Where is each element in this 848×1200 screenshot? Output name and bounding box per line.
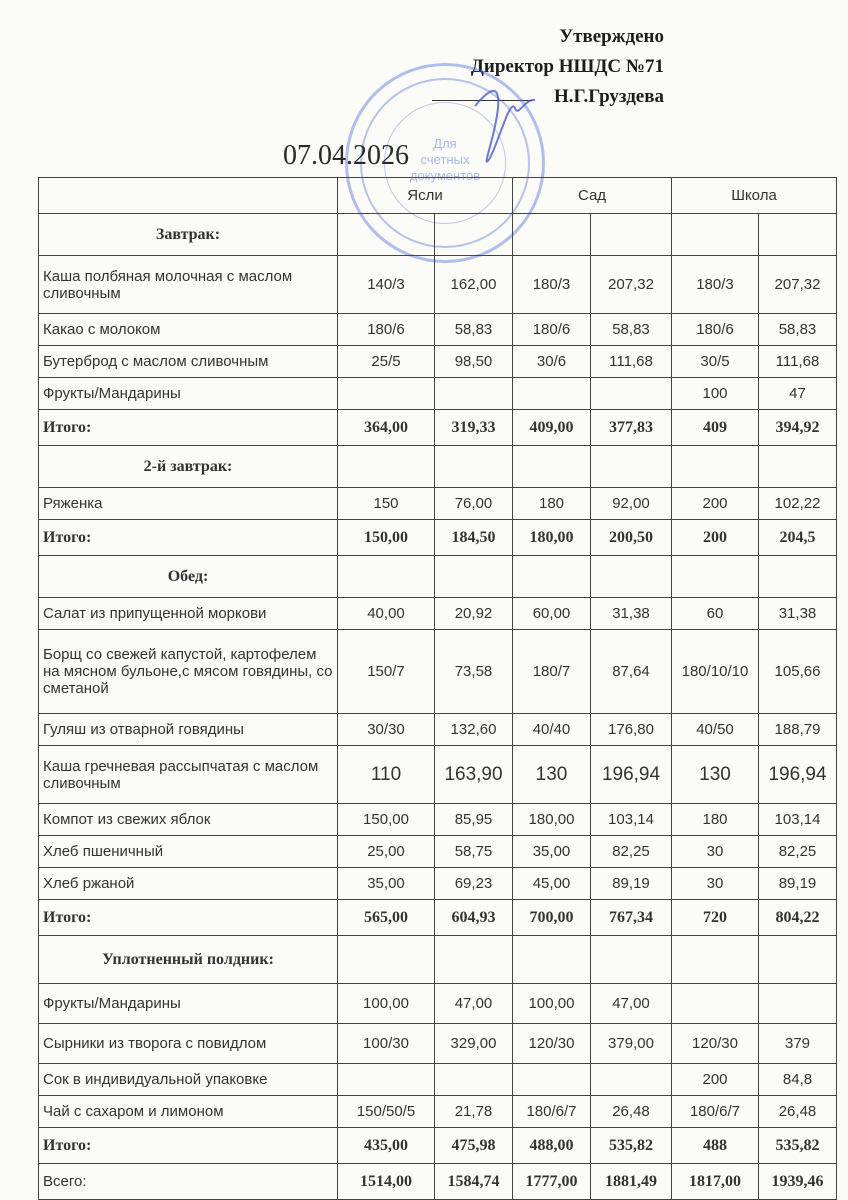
empty-cell xyxy=(759,936,837,984)
dish-name: Хлеб ржаной xyxy=(39,868,338,900)
subtotal-label: Итого: xyxy=(39,1128,338,1164)
subtotal-value: 700,00 xyxy=(513,900,591,936)
empty-cell xyxy=(591,214,672,256)
value-cell: 98,50 xyxy=(435,346,513,378)
section-header-row xyxy=(39,936,837,984)
value-cell: 110 xyxy=(338,746,435,804)
value-cell: 200 xyxy=(672,488,759,520)
subtotal-label: Итого: xyxy=(39,410,338,446)
empty-cell xyxy=(759,446,837,488)
value-cell: 89,19 xyxy=(591,868,672,900)
value-cell xyxy=(672,984,759,1024)
dish-name: Компот из свежих яблок xyxy=(39,804,338,836)
value-cell: 180/6 xyxy=(338,314,435,346)
grand-total-row xyxy=(39,1164,837,1200)
empty-cell xyxy=(672,936,759,984)
value-cell: 111,68 xyxy=(591,346,672,378)
empty-cell xyxy=(672,446,759,488)
subtotal-value: 394,92 xyxy=(759,410,837,446)
grand-total-value: 1514,00 xyxy=(338,1164,435,1200)
column-group-yasli: Ясли xyxy=(338,178,513,214)
subtotal-value: 435,00 xyxy=(338,1128,435,1164)
table-row xyxy=(39,746,837,804)
subtotal-value: 535,82 xyxy=(759,1128,837,1164)
value-cell: 180/6 xyxy=(513,314,591,346)
value-cell: 180/6/7 xyxy=(513,1096,591,1128)
director-name: Н.Г.Груздева xyxy=(553,86,664,107)
empty-cell xyxy=(513,556,591,598)
subtotal-value: 200,50 xyxy=(591,520,672,556)
subtotal-row xyxy=(39,1128,837,1164)
value-cell: 21,78 xyxy=(435,1096,513,1128)
value-cell xyxy=(338,1064,435,1096)
table-row xyxy=(39,868,837,900)
subtotal-row xyxy=(39,410,837,446)
value-cell: 103,14 xyxy=(591,804,672,836)
empty-cell xyxy=(591,936,672,984)
column-group-shkola: Школа xyxy=(672,178,837,214)
value-cell: 180/6/7 xyxy=(672,1096,759,1128)
approved-label: Утверждено xyxy=(559,26,664,47)
subtotal-value: 565,00 xyxy=(338,900,435,936)
subtotal-value: 200 xyxy=(672,520,759,556)
dish-name: Чай с сахаром и лимоном xyxy=(39,1096,338,1128)
value-cell: 180 xyxy=(672,804,759,836)
empty-cell xyxy=(435,936,513,984)
value-cell: 150/50/5 xyxy=(338,1096,435,1128)
value-cell: 30/5 xyxy=(672,346,759,378)
value-cell: 180,00 xyxy=(513,804,591,836)
grand-total-label: Всего: xyxy=(39,1164,338,1200)
empty-cell xyxy=(759,556,837,598)
value-cell: 180/6 xyxy=(672,314,759,346)
grand-total-value: 1584,74 xyxy=(435,1164,513,1200)
empty-cell xyxy=(672,556,759,598)
value-cell: 40/50 xyxy=(672,714,759,746)
value-cell: 111,68 xyxy=(759,346,837,378)
empty-cell xyxy=(513,446,591,488)
section-header-row xyxy=(39,214,837,256)
value-cell: 31,38 xyxy=(591,598,672,630)
value-cell: 150 xyxy=(338,488,435,520)
value-cell: 150,00 xyxy=(338,804,435,836)
value-cell: 69,23 xyxy=(435,868,513,900)
table-row xyxy=(39,630,837,714)
value-cell xyxy=(591,378,672,410)
subtotal-row xyxy=(39,900,837,936)
value-cell: 76,00 xyxy=(435,488,513,520)
subtotal-value: 475,98 xyxy=(435,1128,513,1164)
value-cell: 35,00 xyxy=(513,836,591,868)
subtotal-row xyxy=(39,520,837,556)
dish-name: Сок в индивидуальной упаковке xyxy=(39,1064,338,1096)
section-title: Уплотненный полдник: xyxy=(39,936,338,984)
value-cell: 100 xyxy=(672,378,759,410)
empty-cell xyxy=(513,936,591,984)
section-title: Завтрак: xyxy=(39,214,338,256)
table-row xyxy=(39,714,837,746)
section-header-row xyxy=(39,556,837,598)
table-row xyxy=(39,1064,837,1096)
table-row xyxy=(39,256,837,314)
value-cell: 379,00 xyxy=(591,1024,672,1064)
subtotal-value: 150,00 xyxy=(338,520,435,556)
value-cell: 329,00 xyxy=(435,1024,513,1064)
value-cell: 132,60 xyxy=(435,714,513,746)
value-cell: 47,00 xyxy=(435,984,513,1024)
value-cell xyxy=(513,1064,591,1096)
dish-name: Ряженка xyxy=(39,488,338,520)
value-cell: 140/3 xyxy=(338,256,435,314)
value-cell: 120/30 xyxy=(513,1024,591,1064)
subtotal-value: 604,93 xyxy=(435,900,513,936)
subtotal-value: 319,33 xyxy=(435,410,513,446)
value-cell: 25,00 xyxy=(338,836,435,868)
value-cell: 58,83 xyxy=(591,314,672,346)
stamp-line: счетных xyxy=(420,152,470,167)
approval-block xyxy=(471,22,664,112)
value-cell xyxy=(513,378,591,410)
empty-cell xyxy=(435,446,513,488)
value-cell: 58,83 xyxy=(435,314,513,346)
table-row xyxy=(39,1096,837,1128)
value-cell: 30/30 xyxy=(338,714,435,746)
dish-name: Фрукты/Мандарины xyxy=(39,984,338,1024)
table-row xyxy=(39,1024,837,1064)
section-title: 2-й завтрак: xyxy=(39,446,338,488)
value-cell: 25/5 xyxy=(338,346,435,378)
value-cell: 73,58 xyxy=(435,630,513,714)
subtotal-value: 488 xyxy=(672,1128,759,1164)
value-cell: 130 xyxy=(513,746,591,804)
empty-cell xyxy=(672,214,759,256)
value-cell: 100/30 xyxy=(338,1024,435,1064)
subtotal-value: 204,5 xyxy=(759,520,837,556)
header-empty-cell xyxy=(39,178,338,214)
dish-name: Салат из припущенной моркови xyxy=(39,598,338,630)
dish-name: Фрукты/Мандарины xyxy=(39,378,338,410)
value-cell: 60 xyxy=(672,598,759,630)
value-cell: 196,94 xyxy=(591,746,672,804)
empty-cell xyxy=(435,214,513,256)
value-cell: 82,25 xyxy=(591,836,672,868)
dish-name: Гуляш из отварной говядины xyxy=(39,714,338,746)
subtotal-value: 409,00 xyxy=(513,410,591,446)
empty-cell xyxy=(338,446,435,488)
value-cell: 40/40 xyxy=(513,714,591,746)
subtotal-value: 535,82 xyxy=(591,1128,672,1164)
empty-cell xyxy=(338,214,435,256)
dish-name: Хлеб пшеничный xyxy=(39,836,338,868)
value-cell: 40,00 xyxy=(338,598,435,630)
subtotal-value: 180,00 xyxy=(513,520,591,556)
value-cell: 30/6 xyxy=(513,346,591,378)
empty-cell xyxy=(338,556,435,598)
value-cell xyxy=(435,378,513,410)
value-cell: 30 xyxy=(672,868,759,900)
subtotal-label: Итого: xyxy=(39,520,338,556)
value-cell xyxy=(435,1064,513,1096)
subtotal-value: 804,22 xyxy=(759,900,837,936)
dish-name: Какао с молоком xyxy=(39,314,338,346)
subtotal-value: 377,83 xyxy=(591,410,672,446)
subtotal-label: Итого: xyxy=(39,900,338,936)
value-cell: 105,66 xyxy=(759,630,837,714)
dish-name: Каша полбяная молочная с маслом сливочным xyxy=(39,256,338,314)
dish-name: Сырники из творога с повидлом xyxy=(39,1024,338,1064)
empty-cell xyxy=(591,556,672,598)
stamp-line: документов xyxy=(409,168,481,183)
subtotal-value: 409 xyxy=(672,410,759,446)
table-row xyxy=(39,836,837,868)
column-group-sad: Сад xyxy=(513,178,672,214)
value-cell: 31,38 xyxy=(759,598,837,630)
value-cell: 26,48 xyxy=(591,1096,672,1128)
signature-line xyxy=(432,100,532,101)
empty-cell xyxy=(435,556,513,598)
value-cell: 100,00 xyxy=(338,984,435,1024)
value-cell: 196,94 xyxy=(759,746,837,804)
grand-total-value: 1881,49 xyxy=(591,1164,672,1200)
value-cell: 200 xyxy=(672,1064,759,1096)
subtotal-value: 364,00 xyxy=(338,410,435,446)
value-cell: 100,00 xyxy=(513,984,591,1024)
grand-total-value: 1817,00 xyxy=(672,1164,759,1200)
value-cell: 150/7 xyxy=(338,630,435,714)
subtotal-value: 767,34 xyxy=(591,900,672,936)
value-cell: 103,14 xyxy=(759,804,837,836)
subtotal-value: 488,00 xyxy=(513,1128,591,1164)
value-cell: 85,95 xyxy=(435,804,513,836)
value-cell: 35,00 xyxy=(338,868,435,900)
section-title: Обед: xyxy=(39,556,338,598)
menu-table xyxy=(38,177,837,1200)
value-cell: 180 xyxy=(513,488,591,520)
value-cell xyxy=(759,984,837,1024)
value-cell: 130 xyxy=(672,746,759,804)
director-title: Директор НШДС №71 xyxy=(470,56,664,77)
value-cell xyxy=(591,1064,672,1096)
table-row xyxy=(39,804,837,836)
value-cell: 26,48 xyxy=(759,1096,837,1128)
value-cell: 379 xyxy=(759,1024,837,1064)
table-row xyxy=(39,984,837,1024)
table-row xyxy=(39,488,837,520)
value-cell: 58,75 xyxy=(435,836,513,868)
value-cell: 30 xyxy=(672,836,759,868)
value-cell: 120/30 xyxy=(672,1024,759,1064)
value-cell: 102,22 xyxy=(759,488,837,520)
value-cell: 87,64 xyxy=(591,630,672,714)
value-cell: 163,90 xyxy=(435,746,513,804)
value-cell: 20,92 xyxy=(435,598,513,630)
value-cell: 188,79 xyxy=(759,714,837,746)
value-cell: 58,83 xyxy=(759,314,837,346)
value-cell: 180/3 xyxy=(672,256,759,314)
menu-date: 07.04.2026 xyxy=(283,140,409,171)
dish-name: Бутерброд с маслом сливочным xyxy=(39,346,338,378)
empty-cell xyxy=(591,446,672,488)
value-cell: 89,19 xyxy=(759,868,837,900)
value-cell: 180/3 xyxy=(513,256,591,314)
value-cell: 176,80 xyxy=(591,714,672,746)
value-cell: 180/7 xyxy=(513,630,591,714)
subtotal-value: 720 xyxy=(672,900,759,936)
value-cell: 82,25 xyxy=(759,836,837,868)
value-cell: 47,00 xyxy=(591,984,672,1024)
stamp-line: Для xyxy=(433,136,457,151)
table-row xyxy=(39,314,837,346)
table-row xyxy=(39,378,837,410)
empty-cell xyxy=(759,214,837,256)
value-cell: 60,00 xyxy=(513,598,591,630)
value-cell: 207,32 xyxy=(591,256,672,314)
empty-cell xyxy=(513,214,591,256)
dish-name: Каша гречневая рассыпчатая с маслом сливочным xyxy=(39,746,338,804)
value-cell: 162,00 xyxy=(435,256,513,314)
table-row xyxy=(39,346,837,378)
value-cell: 84,8 xyxy=(759,1064,837,1096)
value-cell: 92,00 xyxy=(591,488,672,520)
value-cell: 45,00 xyxy=(513,868,591,900)
value-cell xyxy=(338,378,435,410)
table-row xyxy=(39,598,837,630)
empty-cell xyxy=(338,936,435,984)
dish-name: Борщ со свежей капустой, картофелем на мясном бульоне,с мясом говядины, со сметаной xyxy=(39,630,338,714)
grand-total-value: 1939,46 xyxy=(759,1164,837,1200)
header-row xyxy=(39,178,837,214)
section-header-row xyxy=(39,446,837,488)
value-cell: 47 xyxy=(759,378,837,410)
value-cell: 180/10/10 xyxy=(672,630,759,714)
subtotal-value: 184,50 xyxy=(435,520,513,556)
grand-total-value: 1777,00 xyxy=(513,1164,591,1200)
value-cell: 207,32 xyxy=(759,256,837,314)
